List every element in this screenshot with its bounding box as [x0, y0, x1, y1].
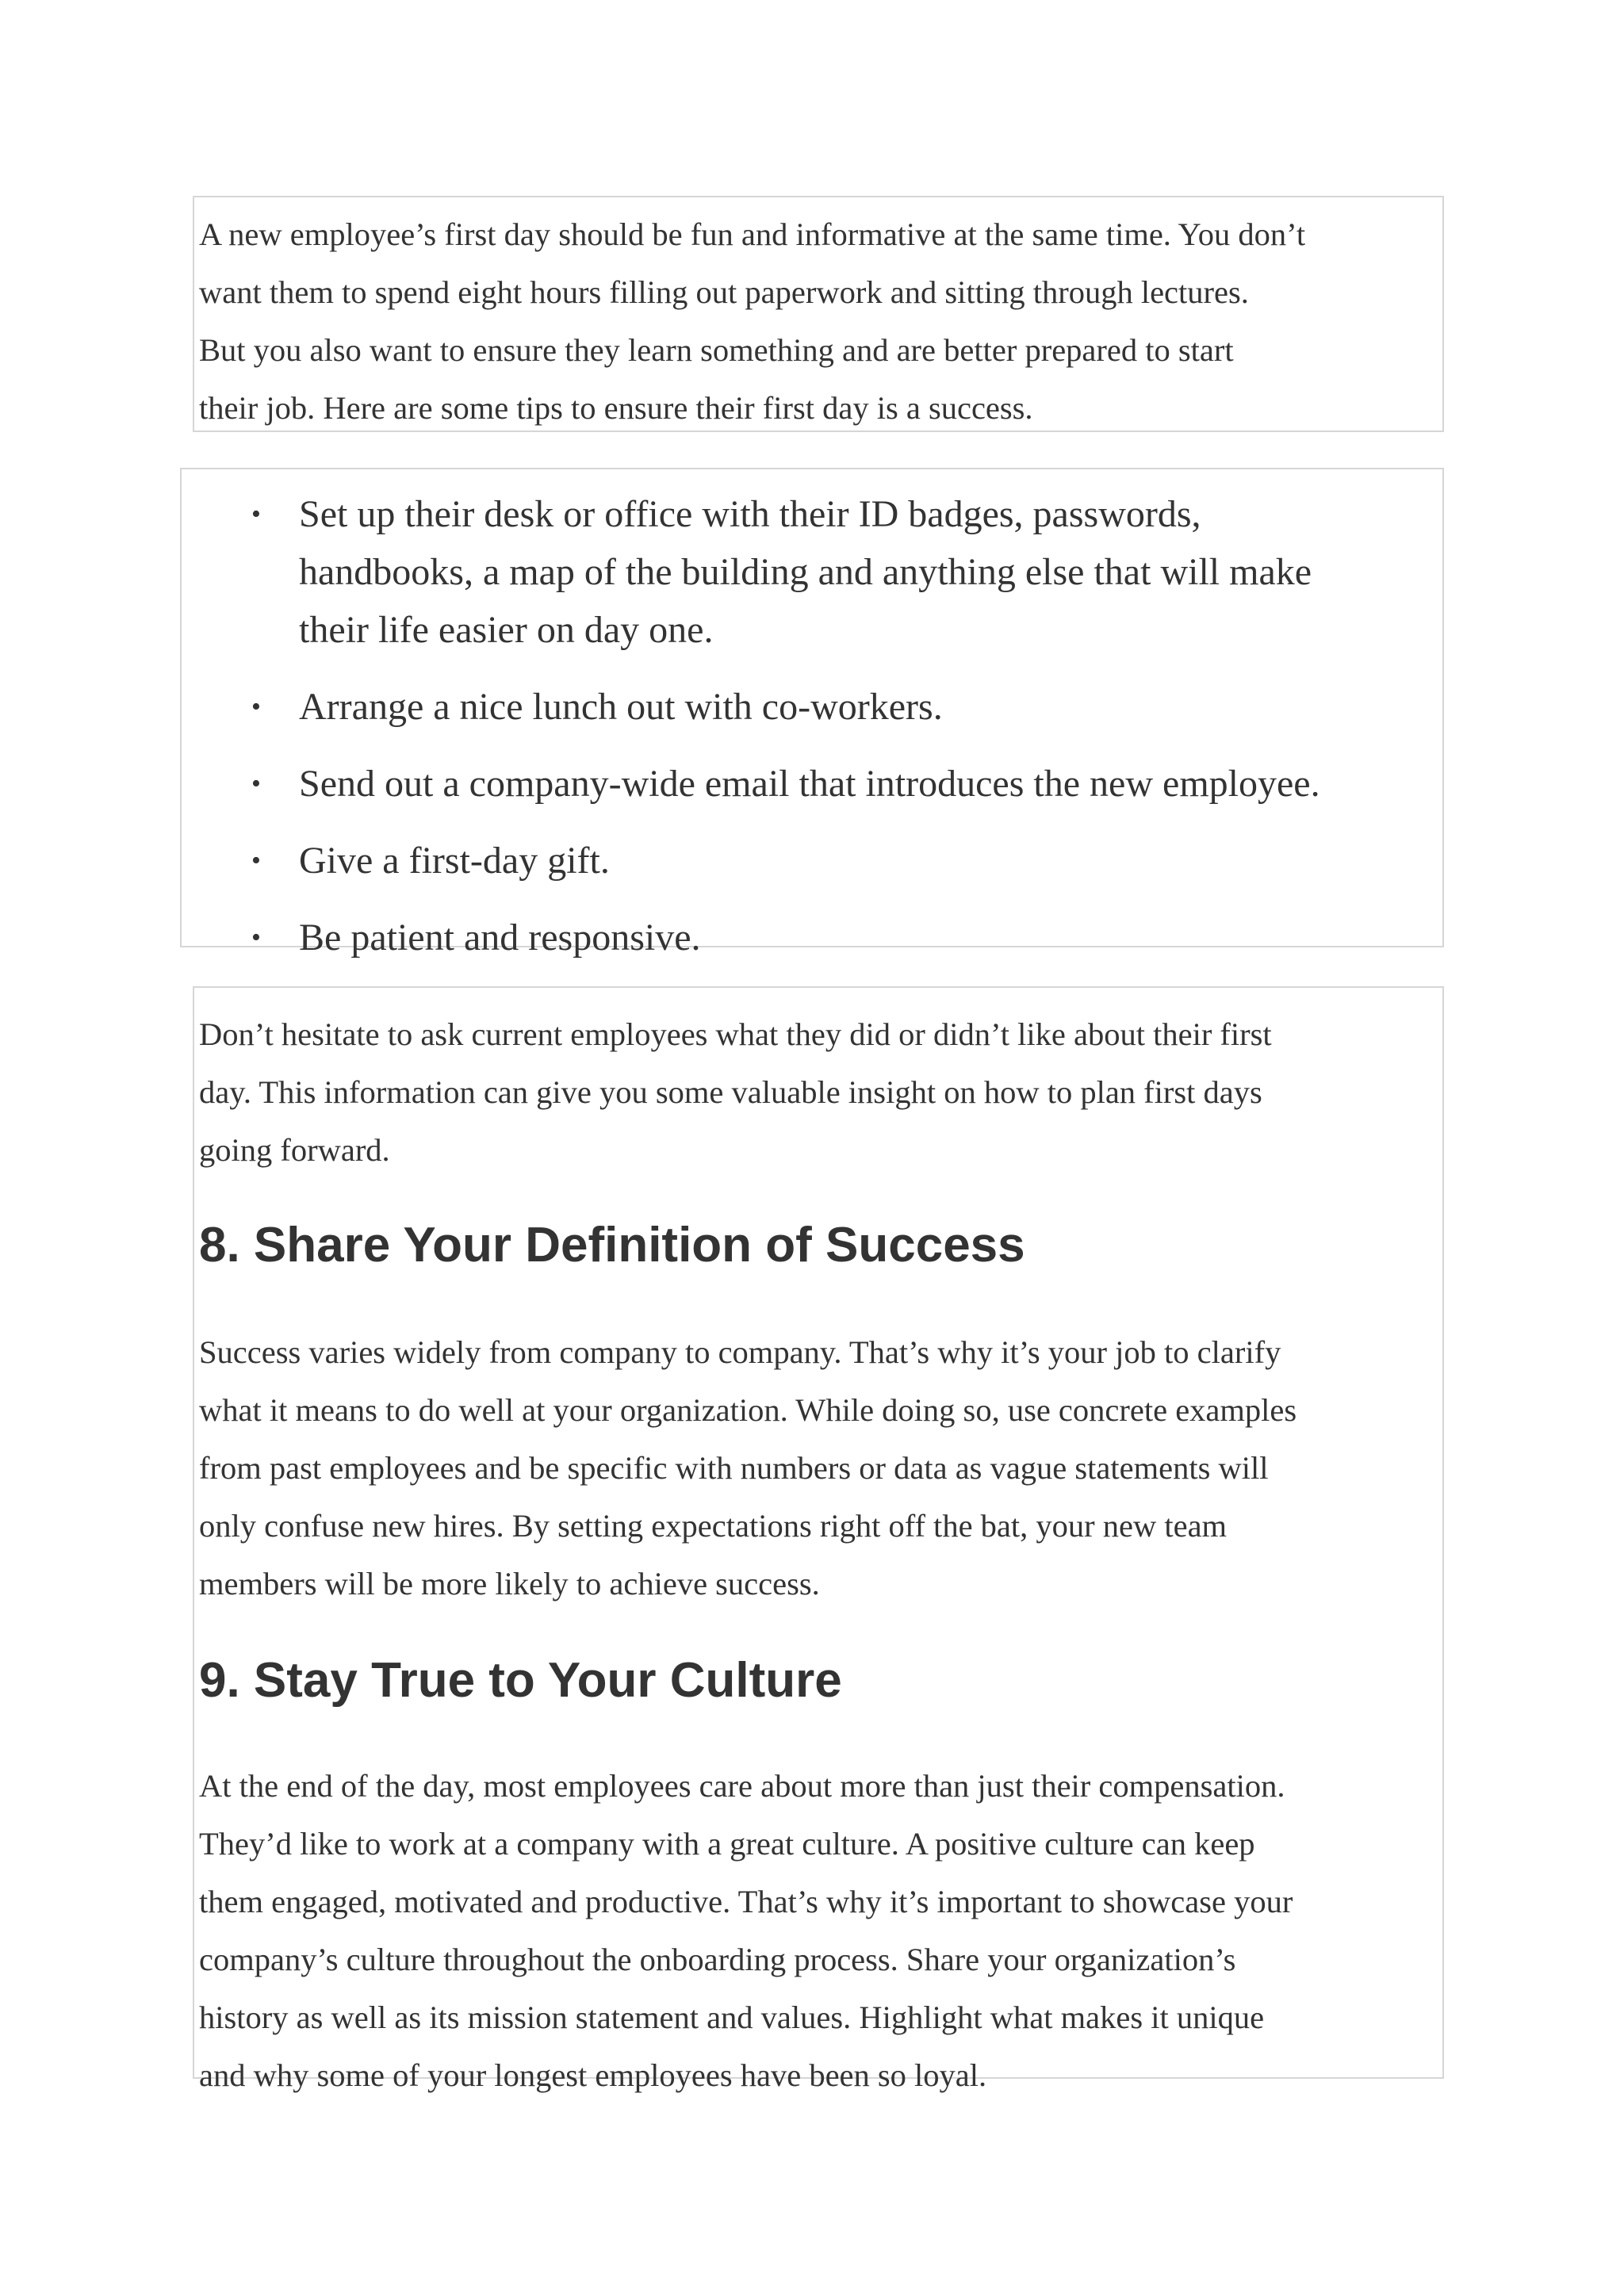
text-line: But you also want to ensure they learn something and are better prepared to start	[199, 332, 1234, 368]
text-line: going forward.	[199, 1132, 390, 1168]
text-line: members will be more likely to achieve success.	[199, 1566, 820, 1601]
text-line: company’s culture throughout the onboarding process. Share your organization’s	[199, 1942, 1236, 1977]
feedback-paragraph	[199, 1005, 1442, 1179]
bullet-icon: •	[251, 499, 261, 529]
culture-paragraph	[199, 1757, 1442, 2104]
section-heading-culture: 9. Stay True to Your Culture	[199, 1653, 842, 1708]
text-line: Be patient and responsive.	[299, 916, 701, 959]
text-line: Success varies widely from company to company. That’s why it’s your job to clarify	[199, 1334, 1281, 1370]
text-line: want them to spend eight hours filling out paperwork and sitting through lectures.	[199, 274, 1249, 310]
list-item	[182, 678, 1442, 736]
bullet-icon: •	[251, 692, 261, 721]
intro-section	[193, 196, 1444, 432]
text-line: their job. Here are some tips to ensure their first day is a success.	[199, 390, 1033, 426]
text-line: Don’t hesitate to ask current employees what they did or didn’t like about their first	[199, 1016, 1272, 1052]
tips-list	[182, 485, 1442, 985]
text-line: their life easier on day one.	[299, 609, 714, 651]
text-line: and why some of your longest employees have been so loyal.	[199, 2057, 987, 2093]
text-line: Send out a company-wide email that introduces the new employee.	[299, 763, 1320, 805]
bullet-icon: •	[251, 923, 261, 952]
text-line: only confuse new hires. By setting expectations right off the bat, your new team	[199, 1508, 1228, 1544]
text-line: Set up their desk or office with their ID badges, passwords,	[299, 493, 1201, 535]
text-line: They’d like to work at a company with a great culture. A positive culture can keep	[199, 1826, 1255, 1862]
list-item	[182, 909, 1442, 966]
text-line: A new employee’s first day should be fun and informative at the same time. You don’t	[199, 216, 1306, 252]
text-line: At the end of the day, most employees care about more than just their compensation.	[199, 1768, 1285, 1804]
text-line: what it means to do well at your organization. While doing so, use concrete examples	[199, 1392, 1297, 1428]
tips-section	[180, 468, 1444, 959]
intro-paragraph	[199, 205, 1442, 437]
list-item	[182, 755, 1442, 813]
text-line: handbooks, a map of the building and anything else that will make	[299, 551, 1312, 593]
text-line: Arrange a nice lunch out with co-workers.	[299, 686, 943, 728]
text-line: Give a first-day gift.	[299, 840, 610, 882]
text-line: history as well as its mission statement and values. Highlight what makes it unique	[199, 1999, 1265, 2035]
text-line: from past employees and be specific with numbers or data as vague statements will	[199, 1450, 1269, 1486]
bullet-icon: •	[251, 846, 261, 875]
section-heading-success: 8. Share Your Definition of Success	[199, 1218, 1025, 1272]
text-line: day. This information can give you some valuable insight on how to plan first days	[199, 1074, 1262, 1110]
list-item	[182, 832, 1442, 890]
main-content-section	[193, 986, 1444, 2093]
list-item	[182, 485, 1442, 659]
success-paragraph	[199, 1323, 1442, 1613]
text-line: them engaged, motivated and productive. That’s why it’s important to showcase your	[199, 1884, 1293, 1919]
bullet-icon: •	[251, 769, 261, 798]
